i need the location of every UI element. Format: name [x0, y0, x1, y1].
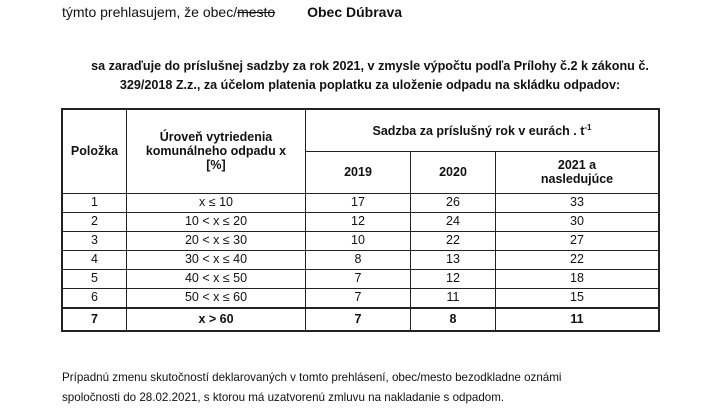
table-row [62, 269, 659, 288]
cell-level: x ≤ 10 [127, 193, 306, 212]
cell-2020: 8 [411, 308, 496, 331]
intro-line-2: 329/2018 Z.z., za účelom platenia poplatku za uloženie odpadu na skládku odpadov: [119, 78, 621, 92]
cell-item: 6 [62, 288, 127, 308]
col-header-2019: 2019 [306, 151, 411, 193]
col-header-2021-line2: nasledujúce [540, 172, 614, 186]
cell-2021: 30 [496, 212, 660, 231]
cell-2020: 22 [411, 231, 496, 250]
cell-2019: 12 [306, 212, 411, 231]
footer-line-1: Prípadnú zmenu skutočností deklarovaných v tomto prehlásení, obec/mesto bezodkladne oznámi [62, 371, 562, 384]
cell-item: 3 [62, 231, 127, 250]
cell-2019: 7 [306, 269, 411, 288]
table-row [62, 193, 659, 212]
cell-2019: 10 [306, 231, 411, 250]
cell-2019: 17 [306, 193, 411, 212]
col-header-level-line2: komunálneho odpadu x [145, 144, 287, 159]
col-header-level-line1: Úroveň vytriedenia [159, 130, 273, 145]
cell-level: 40 < x ≤ 50 [127, 269, 306, 288]
table-row [62, 288, 659, 308]
cell-item: 5 [62, 269, 127, 288]
col-header-item: Položka [62, 109, 127, 193]
cell-item: 1 [62, 193, 127, 212]
footer-note [62, 368, 682, 408]
cell-2021: 27 [496, 231, 660, 250]
cell-2021: 22 [496, 250, 660, 269]
cell-item: 4 [62, 250, 127, 269]
cell-2020: 24 [411, 212, 496, 231]
table-row [62, 212, 659, 231]
col-header-level-line3: [%] [206, 158, 226, 173]
footer-line-2: spoločnosti do 28.02.2021, s ktorou má uzatvorenú zmluvu na nakladanie s odpadom. [62, 391, 505, 404]
cell-2020: 26 [411, 193, 496, 212]
col-header-2021-line1: 2021 a [557, 158, 597, 172]
cell-item: 7 [62, 308, 127, 331]
col-header-2020: 2020 [411, 151, 496, 193]
cell-level: x > 60 [127, 308, 306, 331]
col-header-2021 [496, 151, 660, 193]
declaration-header [62, 4, 402, 20]
col-header-rate-sup: -1 [584, 122, 592, 132]
cell-2021: 11 [496, 308, 660, 331]
col-header-rate-text: Sadzba za príslušný rok v eurách . t [372, 123, 585, 138]
cell-item: 2 [62, 212, 127, 231]
cell-level: 10 < x ≤ 20 [127, 212, 306, 231]
col-header-rate [306, 109, 660, 151]
cell-2019: 7 [306, 308, 411, 331]
cell-2021: 15 [496, 288, 660, 308]
cell-level: 20 < x ≤ 30 [127, 231, 306, 250]
cell-2020: 12 [411, 269, 496, 288]
cell-level: 50 < x ≤ 60 [127, 288, 306, 308]
table-row-last [62, 308, 659, 331]
col-header-level [127, 109, 306, 193]
table-row [62, 250, 659, 269]
intro-paragraph [70, 57, 670, 95]
intro-line-1: sa zaraďuje do príslušnej sadzby za rok 2021, v zmysle výpočtu podľa Prílohy č.2 k zákonu č. [91, 59, 649, 73]
cell-2021: 18 [496, 269, 660, 288]
cell-2019: 8 [306, 250, 411, 269]
cell-level: 30 < x ≤ 40 [127, 250, 306, 269]
declaration-prefix: týmto prehlasujem, že obec/ [62, 4, 238, 20]
struck-word: mesto [237, 4, 276, 20]
municipality-name: Obec Dúbrava [307, 4, 403, 20]
table-row [62, 231, 659, 250]
cell-2021: 33 [496, 193, 660, 212]
rates-table [61, 108, 660, 332]
cell-2020: 13 [411, 250, 496, 269]
cell-2020: 11 [411, 288, 496, 308]
cell-2019: 7 [306, 288, 411, 308]
